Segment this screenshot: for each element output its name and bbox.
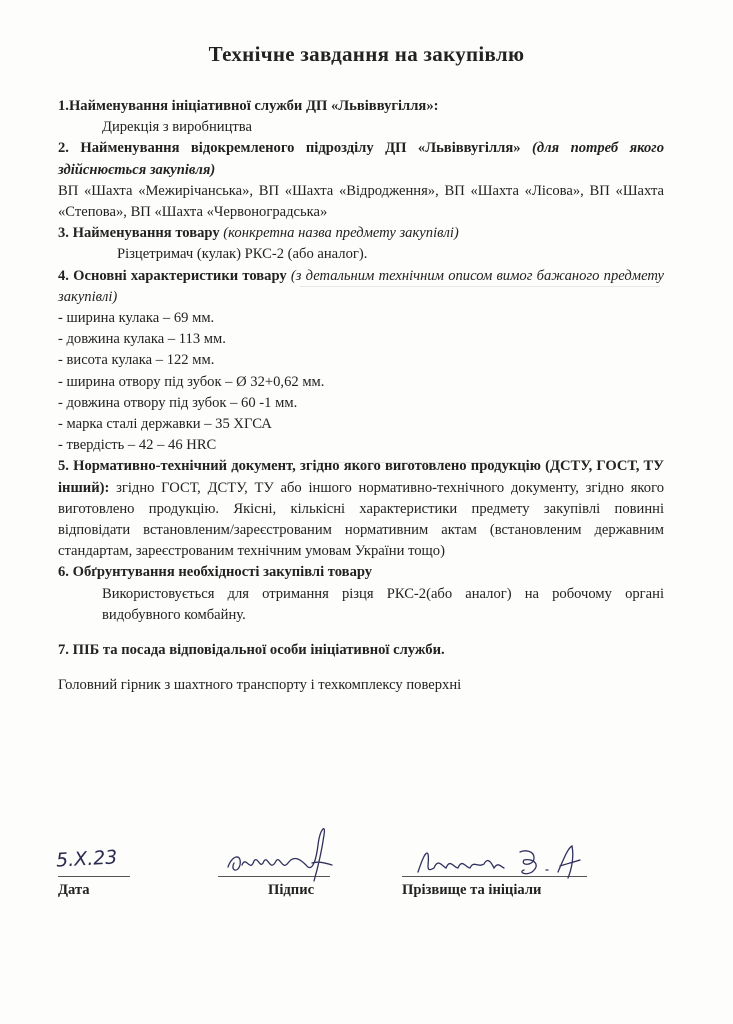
date-label: Дата xyxy=(58,882,90,898)
section-3-note: (конкретна назва предмету закупівлі) xyxy=(223,225,459,242)
section-4-heading: 4. Основні характеристики товару xyxy=(58,267,287,284)
section-7-heading: 7. ПІБ та посада відповідальної особи ініціативної служби. xyxy=(58,642,445,659)
document-title: Технічне завдання на закупівлю xyxy=(208,42,525,66)
section-5 xyxy=(58,456,664,562)
section-6-heading: 6. Обґрунтування необхідності закупівлі товару xyxy=(58,564,373,581)
name-label: Прізвище та ініціали xyxy=(402,882,542,898)
section-1-heading: 1.Найменування ініціативної служби ДП «Львіввугілля»: xyxy=(58,98,439,114)
spec-item: - ширина кулака – 69 мм. xyxy=(58,310,215,327)
section-3-heading: 3. Найменування товару xyxy=(58,225,220,242)
section-1-value: Дирекція з виробництва xyxy=(102,119,252,136)
name-handwriting xyxy=(408,838,593,883)
section-2-note: (для потреб якого здійснюється закупівля) xyxy=(58,140,664,178)
spec-item: - довжина отвору під зубок – 60 -1 мм. xyxy=(58,394,298,411)
signature-image xyxy=(220,815,340,890)
section-4-note: (з детальним технічним описом вимог бажаного предмету закупівлі) xyxy=(58,267,665,305)
section-3-value: Різцетримач (кулак) РКС-2 (або аналог). xyxy=(117,246,368,263)
spec-item: - марка сталі державки – 35 ХГСА xyxy=(58,416,272,433)
section-2 xyxy=(58,138,664,180)
spec-item: - висота кулака – 122 мм. xyxy=(58,352,215,369)
section-2-value: ВП «Шахта «Межирічанська», ВП «Шахта «Відродження», ВП «Шахта «Лісова», ВП «Шахта «Степова», ВП «Шахта «Червоноградська» xyxy=(58,182,664,221)
spec-item: - твердість – 42 – 46 HRC xyxy=(58,437,217,454)
signature-label: Підпис xyxy=(268,882,315,898)
spec-item: - довжина кулака – 113 мм. xyxy=(58,331,226,348)
section-7-value: Головний гірник з шахтного транспорту і техкомплексу поверхні xyxy=(58,677,462,694)
scan-artifact xyxy=(300,286,660,287)
section-2-heading: 2. Найменування відокремленого підрозділу ДП «Львіввугілля» xyxy=(58,140,521,157)
document-body xyxy=(58,96,664,696)
section-3 xyxy=(58,223,664,244)
section-6-text: Використовується для отримання різця РКС-2(або аналог) на робочому органі видобувного комбайну. xyxy=(102,585,664,623)
handwritten-date: 5.Х.23 xyxy=(55,846,118,872)
section-5-text: згідно ГОСТ, ДСТУ, ТУ або іншого нормативно-технічного документу, згідно якого виготовлено продукцію. Якісні, кількісні характеристики предмету закупівлі повинні відповідати встановленим/зареєстрованим нормативним актам (встановленим державним стандартам, зареєстрованим технічним умовам України тощо) xyxy=(58,479,664,560)
section-5-heading: 5. Нормативно-технічний документ, згідно якого виготовлено продукцію (ДСТУ, ГОСТ, ТУ інший): xyxy=(58,458,664,496)
spec-item: - ширина отвору під зубок – Ø 32+0,62 мм. xyxy=(58,373,325,390)
date-line xyxy=(58,876,130,877)
scan-artifact xyxy=(320,462,520,463)
